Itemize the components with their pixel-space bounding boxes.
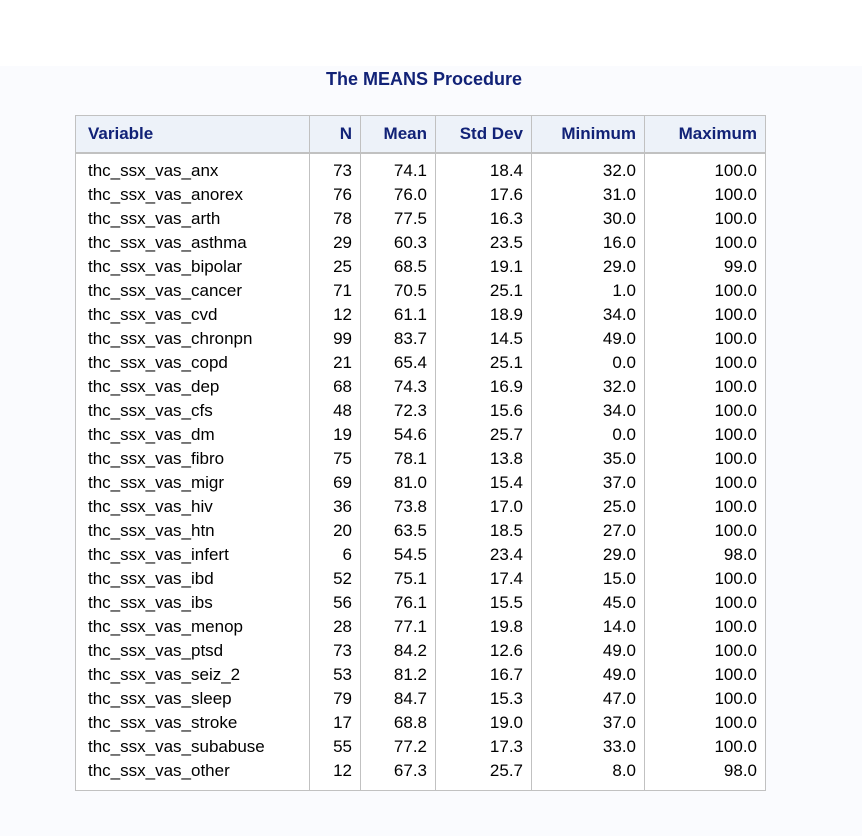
table-row	[76, 735, 766, 759]
cell-maximum: 100.0	[714, 713, 757, 732]
cell-maximum: 100.0	[714, 161, 757, 180]
cell-maximum: 100.0	[714, 377, 757, 396]
cell-std-dev: 18.4	[436, 153, 532, 183]
cell-maximum: 100.0	[714, 593, 757, 612]
cell-std-dev: 13.8	[436, 447, 532, 471]
table-row	[76, 615, 766, 639]
cell-mean: 68.8	[361, 711, 436, 735]
cell-minimum: 29.0	[532, 543, 645, 567]
cell-std-dev: 25.1	[436, 279, 532, 303]
cell-n: 71	[310, 279, 361, 303]
cell-n: 99	[310, 327, 361, 351]
cell-maximum: 100.0	[714, 473, 757, 492]
table-row	[76, 639, 766, 663]
cell-n: 73	[310, 153, 361, 183]
cell-mean: 70.5	[361, 279, 436, 303]
cell-minimum: 37.0	[532, 471, 645, 495]
cell-n: 6	[310, 543, 361, 567]
cell-variable: thc_ssx_vas_cancer	[76, 279, 310, 303]
cell-minimum: 35.0	[532, 447, 645, 471]
cell-variable: thc_ssx_vas_ptsd	[76, 639, 310, 663]
cell-std-dev: 16.7	[436, 663, 532, 687]
cell-mean: 81.2	[361, 663, 436, 687]
cell-mean: 65.4	[361, 351, 436, 375]
cell-std-dev: 19.0	[436, 711, 532, 735]
cell-minimum: 31.0	[532, 183, 645, 207]
cell-n: 29	[310, 231, 361, 255]
cell-n: 78	[310, 207, 361, 231]
table-row	[76, 207, 766, 231]
cell-mean: 84.2	[361, 639, 436, 663]
cell-maximum: 100.0	[714, 209, 757, 228]
cell-minimum: 34.0	[532, 399, 645, 423]
cell-mean: 54.5	[361, 543, 436, 567]
cell-maximum: 100.0	[714, 569, 757, 588]
cell-std-dev: 23.5	[436, 231, 532, 255]
table-row	[76, 375, 766, 399]
column-header-minimum: Minimum	[532, 116, 645, 154]
cell-n: 12	[310, 759, 361, 791]
table-row	[76, 543, 766, 567]
cell-n: 36	[310, 495, 361, 519]
cell-n: 12	[310, 303, 361, 327]
cell-mean: 61.1	[361, 303, 436, 327]
cell-n: 20	[310, 519, 361, 543]
cell-minimum: 1.0	[532, 279, 645, 303]
cell-variable: thc_ssx_vas_hiv	[76, 495, 310, 519]
cell-minimum: 33.0	[532, 735, 645, 759]
table-row	[76, 495, 766, 519]
cell-std-dev: 25.7	[436, 759, 532, 791]
cell-minimum: 25.0	[532, 495, 645, 519]
cell-n: 48	[310, 399, 361, 423]
table-body	[76, 153, 766, 791]
cell-std-dev: 16.3	[436, 207, 532, 231]
cell-maximum: 99.0	[723, 257, 757, 276]
cell-mean: 68.5	[361, 255, 436, 279]
cell-minimum: 8.0	[532, 759, 645, 791]
cell-variable: thc_ssx_vas_chronpn	[76, 327, 310, 351]
cell-mean: 63.5	[361, 519, 436, 543]
cell-n: 19	[310, 423, 361, 447]
cell-minimum: 34.0	[532, 303, 645, 327]
cell-minimum: 0.0	[532, 351, 645, 375]
cell-variable: thc_ssx_vas_dm	[76, 423, 310, 447]
cell-maximum: 98.0	[723, 761, 757, 780]
means-table	[75, 115, 766, 791]
cell-n: 76	[310, 183, 361, 207]
cell-mean: 75.1	[361, 567, 436, 591]
table-row	[76, 351, 766, 375]
table-row	[76, 231, 766, 255]
cell-std-dev: 25.7	[436, 423, 532, 447]
cell-n: 69	[310, 471, 361, 495]
cell-variable: thc_ssx_vas_fibro	[76, 447, 310, 471]
cell-std-dev: 17.6	[436, 183, 532, 207]
table-row	[76, 447, 766, 471]
cell-variable: thc_ssx_vas_dep	[76, 375, 310, 399]
cell-variable: thc_ssx_vas_stroke	[76, 711, 310, 735]
table-row	[76, 279, 766, 303]
cell-variable: thc_ssx_vas_seiz_2	[76, 663, 310, 687]
cell-n: 56	[310, 591, 361, 615]
cell-minimum: 47.0	[532, 687, 645, 711]
cell-n: 68	[310, 375, 361, 399]
cell-variable: thc_ssx_vas_other	[76, 759, 310, 791]
cell-std-dev: 15.4	[436, 471, 532, 495]
cell-std-dev: 18.5	[436, 519, 532, 543]
cell-minimum: 0.0	[532, 423, 645, 447]
cell-std-dev: 19.1	[436, 255, 532, 279]
cell-maximum: 100.0	[714, 689, 757, 708]
table-row	[76, 663, 766, 687]
cell-mean: 67.3	[361, 759, 436, 791]
cell-maximum: 98.0	[723, 545, 757, 564]
cell-mean: 76.1	[361, 591, 436, 615]
cell-std-dev: 17.3	[436, 735, 532, 759]
cell-variable: thc_ssx_vas_anorex	[76, 183, 310, 207]
cell-maximum: 100.0	[714, 185, 757, 204]
cell-std-dev: 15.3	[436, 687, 532, 711]
cell-maximum: 100.0	[714, 281, 757, 300]
cell-std-dev: 25.1	[436, 351, 532, 375]
cell-minimum: 30.0	[532, 207, 645, 231]
cell-minimum: 16.0	[532, 231, 645, 255]
cell-maximum: 100.0	[714, 497, 757, 516]
cell-std-dev: 15.5	[436, 591, 532, 615]
table-row	[76, 153, 766, 183]
cell-minimum: 14.0	[532, 615, 645, 639]
table-row	[76, 519, 766, 543]
cell-mean: 60.3	[361, 231, 436, 255]
cell-n: 25	[310, 255, 361, 279]
table-row	[76, 591, 766, 615]
cell-std-dev: 19.8	[436, 615, 532, 639]
column-header-mean: Mean	[361, 116, 436, 154]
cell-n: 17	[310, 711, 361, 735]
table-row	[76, 255, 766, 279]
cell-maximum: 100.0	[714, 641, 757, 660]
cell-n: 52	[310, 567, 361, 591]
cell-maximum: 100.0	[714, 401, 757, 420]
cell-mean: 76.0	[361, 183, 436, 207]
cell-minimum: 27.0	[532, 519, 645, 543]
cell-n: 53	[310, 663, 361, 687]
cell-maximum: 100.0	[714, 425, 757, 444]
cell-variable: thc_ssx_vas_copd	[76, 351, 310, 375]
cell-minimum: 37.0	[532, 711, 645, 735]
cell-std-dev: 23.4	[436, 543, 532, 567]
table-row	[76, 399, 766, 423]
cell-minimum: 32.0	[532, 375, 645, 399]
column-header-maximum: Maximum	[645, 116, 766, 154]
cell-minimum: 32.0	[532, 153, 645, 183]
cell-n: 73	[310, 639, 361, 663]
cell-mean: 77.1	[361, 615, 436, 639]
cell-variable: thc_ssx_vas_anx	[76, 153, 310, 183]
cell-maximum: 100.0	[714, 305, 757, 324]
cell-variable: thc_ssx_vas_cvd	[76, 303, 310, 327]
cell-variable: thc_ssx_vas_arth	[76, 207, 310, 231]
cell-mean: 84.7	[361, 687, 436, 711]
cell-std-dev: 15.6	[436, 399, 532, 423]
column-header-std-dev: Std Dev	[436, 116, 532, 154]
cell-variable: thc_ssx_vas_ibd	[76, 567, 310, 591]
cell-variable: thc_ssx_vas_cfs	[76, 399, 310, 423]
table-row	[76, 327, 766, 351]
cell-n: 21	[310, 351, 361, 375]
cell-mean: 77.2	[361, 735, 436, 759]
table-row	[76, 423, 766, 447]
cell-mean: 54.6	[361, 423, 436, 447]
cell-std-dev: 14.5	[436, 327, 532, 351]
cell-minimum: 49.0	[532, 663, 645, 687]
cell-variable: thc_ssx_vas_subabuse	[76, 735, 310, 759]
cell-mean: 74.3	[361, 375, 436, 399]
cell-std-dev: 17.0	[436, 495, 532, 519]
cell-minimum: 29.0	[532, 255, 645, 279]
table-row	[76, 711, 766, 735]
cell-minimum: 45.0	[532, 591, 645, 615]
cell-maximum: 100.0	[714, 737, 757, 756]
cell-std-dev: 16.9	[436, 375, 532, 399]
cell-maximum: 100.0	[714, 449, 757, 468]
cell-variable: thc_ssx_vas_infert	[76, 543, 310, 567]
cell-std-dev: 17.4	[436, 567, 532, 591]
page-title: The MEANS Procedure	[325, 69, 523, 89]
table-row	[76, 567, 766, 591]
cell-n: 75	[310, 447, 361, 471]
cell-mean: 77.5	[361, 207, 436, 231]
cell-minimum: 49.0	[532, 327, 645, 351]
cell-std-dev: 18.9	[436, 303, 532, 327]
cell-variable: thc_ssx_vas_menop	[76, 615, 310, 639]
cell-maximum: 100.0	[714, 617, 757, 636]
column-header-variable: Variable	[76, 116, 310, 154]
cell-maximum: 100.0	[714, 665, 757, 684]
cell-variable: thc_ssx_vas_migr	[76, 471, 310, 495]
cell-n: 79	[310, 687, 361, 711]
table-row	[76, 687, 766, 711]
column-header-n: N	[310, 116, 361, 154]
cell-n: 28	[310, 615, 361, 639]
cell-mean: 72.3	[361, 399, 436, 423]
cell-mean: 81.0	[361, 471, 436, 495]
cell-std-dev: 12.6	[436, 639, 532, 663]
cell-mean: 83.7	[361, 327, 436, 351]
table-row	[76, 471, 766, 495]
table-row	[76, 759, 766, 791]
cell-mean: 74.1	[361, 153, 436, 183]
cell-maximum: 100.0	[714, 353, 757, 372]
cell-n: 55	[310, 735, 361, 759]
table-row	[76, 303, 766, 327]
cell-mean: 78.1	[361, 447, 436, 471]
table-row	[76, 183, 766, 207]
cell-maximum: 100.0	[714, 233, 757, 252]
cell-mean: 73.8	[361, 495, 436, 519]
cell-minimum: 49.0	[532, 639, 645, 663]
cell-variable: thc_ssx_vas_ibs	[76, 591, 310, 615]
cell-maximum: 100.0	[714, 329, 757, 348]
cell-variable: thc_ssx_vas_asthma	[76, 231, 310, 255]
header-row	[76, 116, 766, 154]
cell-maximum: 100.0	[714, 521, 757, 540]
cell-variable: thc_ssx_vas_sleep	[76, 687, 310, 711]
cell-minimum: 15.0	[532, 567, 645, 591]
cell-variable: thc_ssx_vas_htn	[76, 519, 310, 543]
cell-variable: thc_ssx_vas_bipolar	[76, 255, 310, 279]
